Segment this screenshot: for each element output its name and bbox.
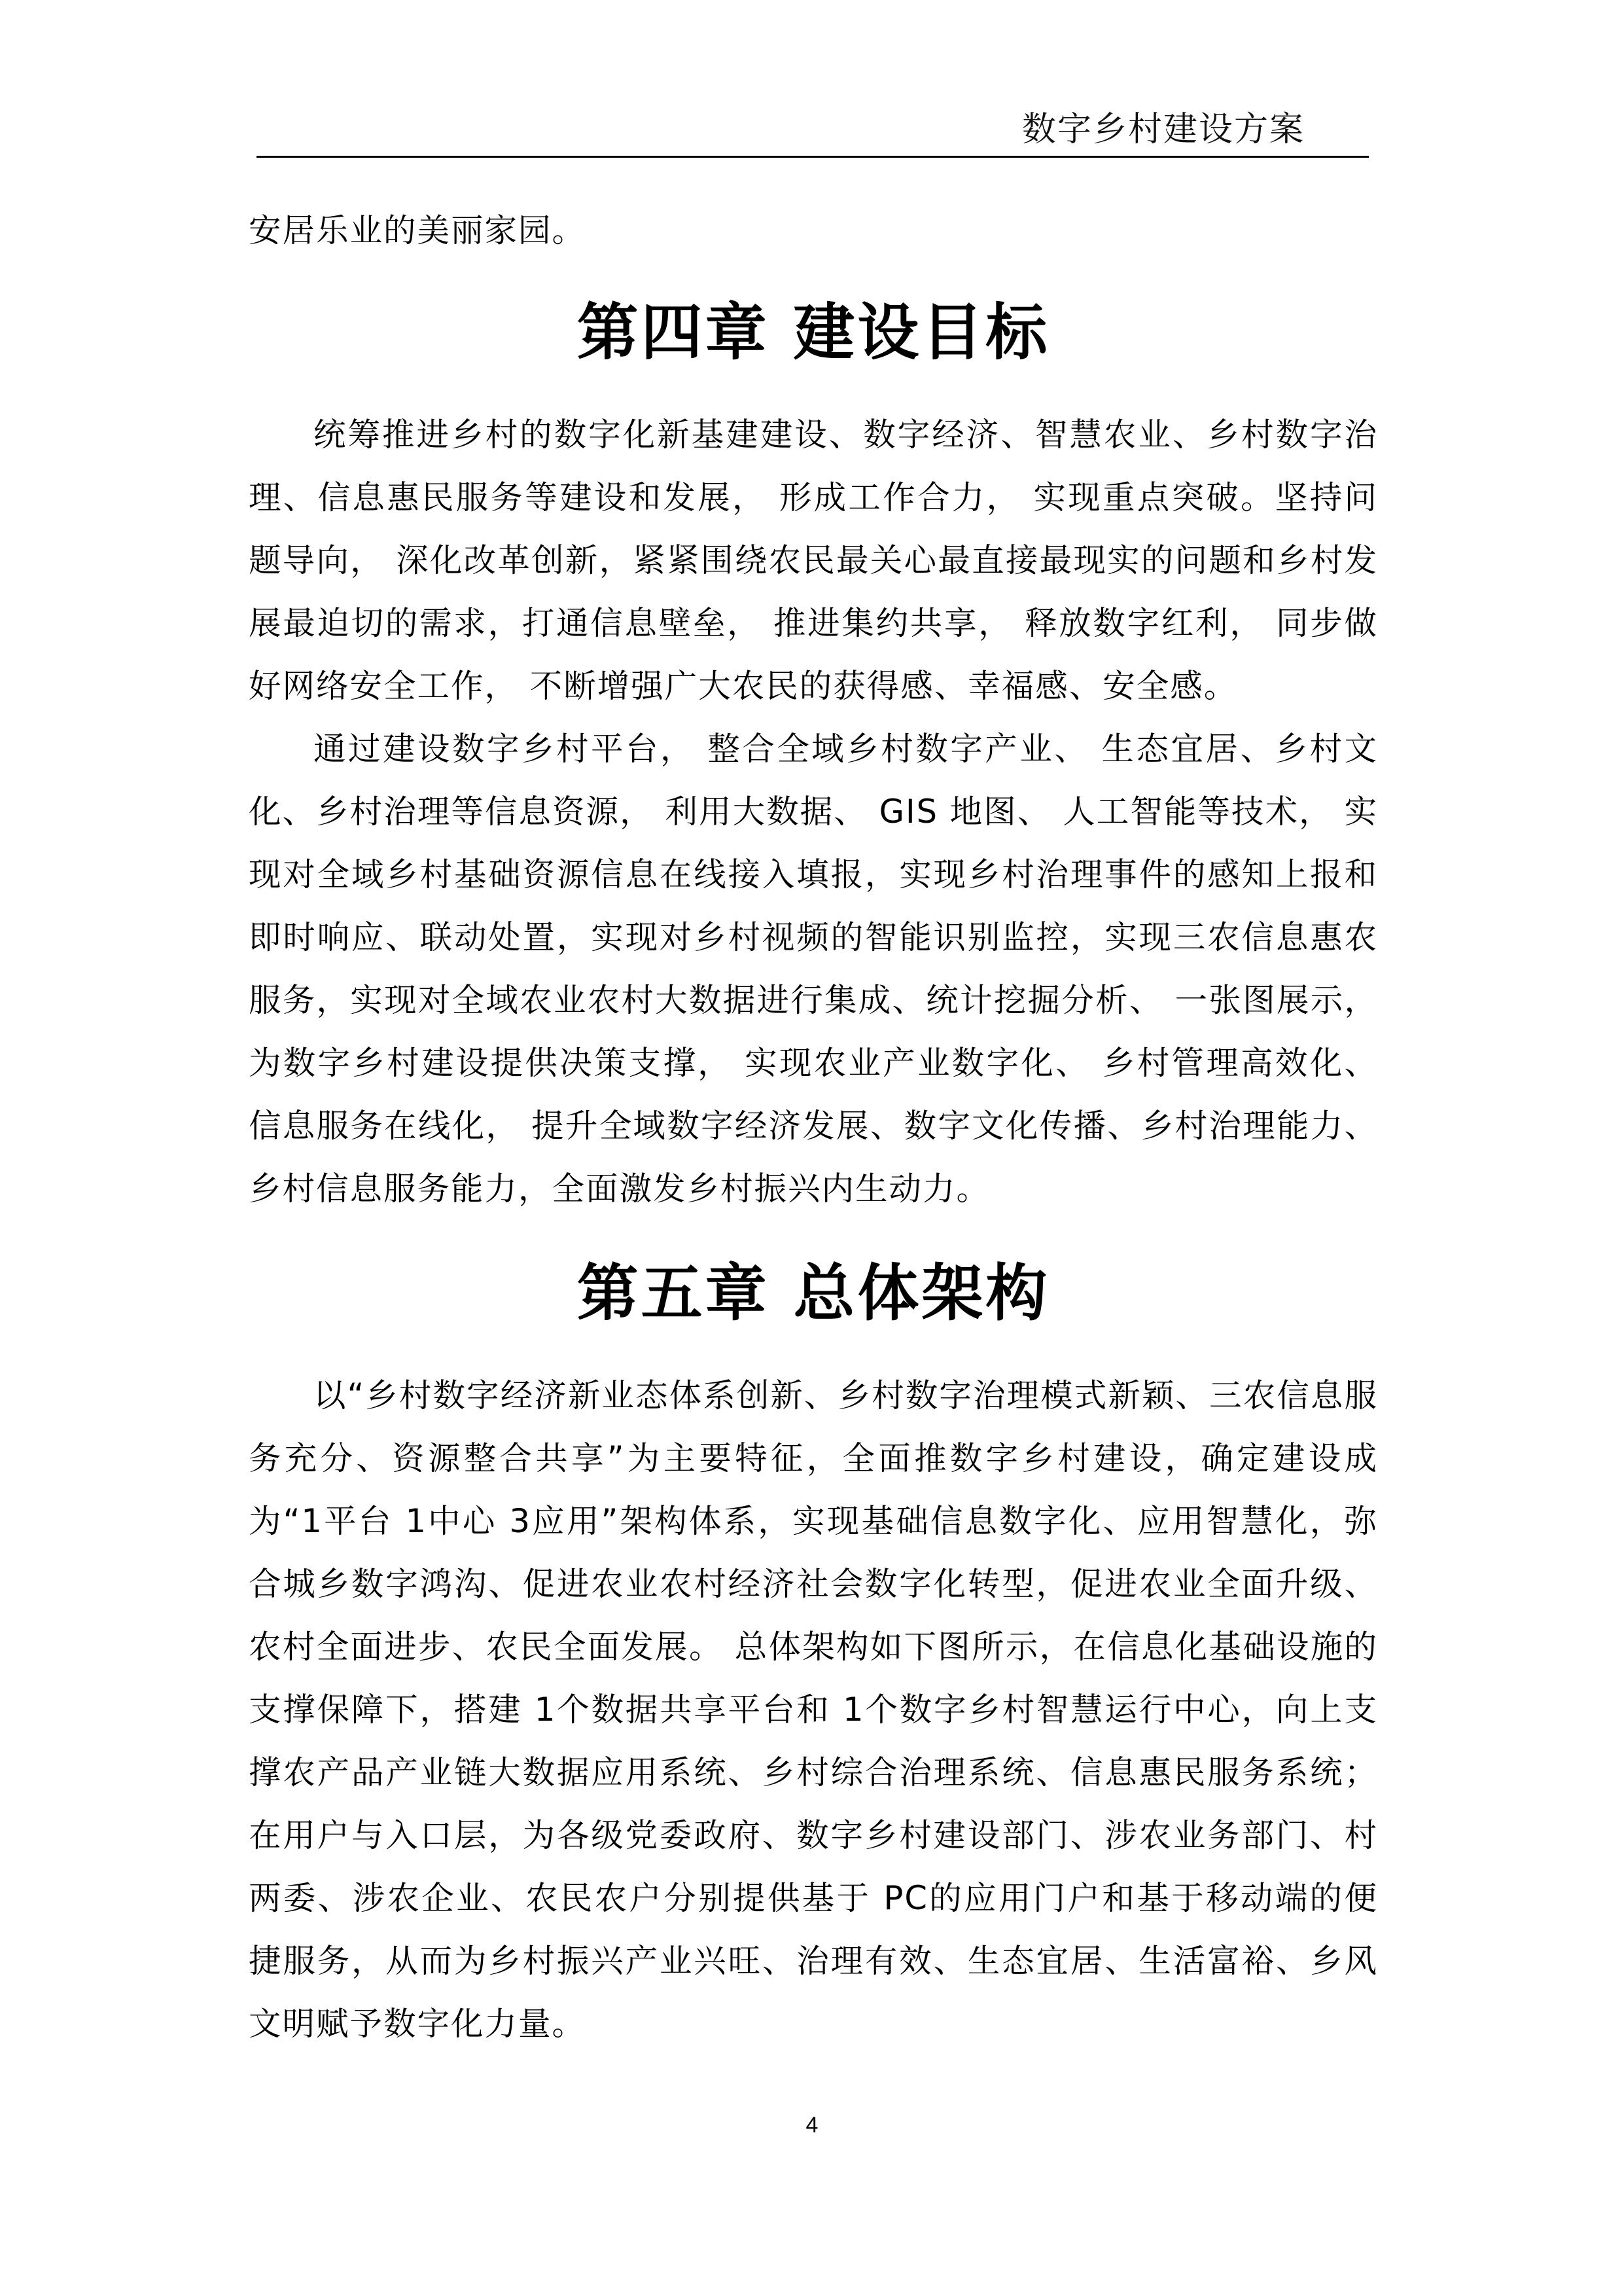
chapter-4-body bbox=[249, 403, 1378, 1220]
chapter-5-body bbox=[249, 1364, 1378, 2055]
chapter-4-heading: 第四章 建设目标 bbox=[576, 297, 1050, 368]
continuation-text-block bbox=[249, 199, 1378, 262]
page-number: 4 bbox=[805, 2113, 819, 2138]
chapter-5-paragraph-1: 以“乡村数字经济新业态体系创新、乡村数字治理模式新颖、三农信息服务充分、资源整合共享”为主要特征，全面推数字乡村建设，确定建设成为“1平台 1中心 3应用”架构体系，实现基础信息数字化、应用智慧化，弥合城乡数字鸿沟、促进农业农村经济社会数字化转型，促进农业全面升级、农村全面进步、农民全面发展。 总体架构如下图所示，在信息化基础设施的支撑保障下，搭建 1个数据共享平台和 1个数字乡村智慧运行中心，向上支撑农产品产业链大数据应用系统、乡村综合治理系统、信息惠民服务系统；在用户与入口层，为各级党委政府、数字乡村建设部门、涉农业务部门、村两委、涉农企业、农民农户分别提供基于 PC的应用门户和基于移动端的便捷服务，从而为乡村振兴产业兴旺、治理有效、生态宜居、生活富裕、乡风文明赋予数字化力量。 bbox=[249, 1376, 1378, 2043]
chapter-4-paragraph-2: 通过建设数字乡村平台， 整合全域乡村数字产业、 生态宜居、乡村文化、乡村治理等信息资源， 利用大数据、 GIS 地图、 人工智能等技术， 实现对全域乡村基础资源信息在线接入填报，实现乡村治理事件的感知上报和即时响应、联动处置，实现对乡村视频的智能识别监控，实现三农信息惠农服务，实现对全域农业农村大数据进行集成、统计挖掘分析、 一张图展示，为数字乡村建设提供决策支撑， 实现农业产业数字化、 乡村管理高效化、信息服务在线化， 提升全域数字经济发展、数字文化传播、乡村治理能力、乡村信息服务能力，全面激发乡村振兴内生动力。 bbox=[249, 730, 1379, 1208]
continuation-paragraph: 安居乐业的美丽家园。 bbox=[249, 211, 586, 249]
running-header: 数字乡村建设方案 bbox=[1021, 110, 1305, 149]
chapter-4-paragraph-1: 统筹推进乡村的数字化新基建建设、数字经济、智慧农业、乡村数字治理、信息惠民服务等建设和发展， 形成工作合力， 实现重点突破。坚持问题导向， 深化改革创新，紧紧围绕农民最关心最直接最现实的问题和乡村发展最迫切的需求，打通信息壁垒， 推进集约共享， 释放数字红利， 同步做好网络安全工作， 不断增强广大农民的获得感、幸福感、安全感。 bbox=[249, 416, 1378, 705]
chapter-5-heading: 第五章 总体架构 bbox=[576, 1258, 1050, 1329]
header-rule bbox=[256, 156, 1369, 158]
